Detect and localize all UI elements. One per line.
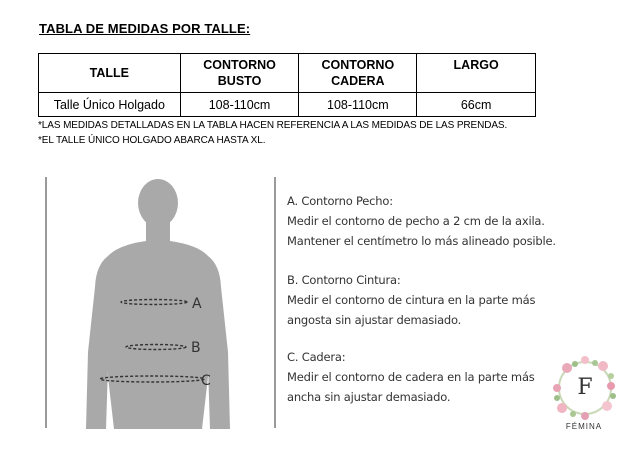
cell-largo: 66cm xyxy=(417,93,536,117)
size-table xyxy=(38,53,536,117)
cell-cadera: 108-110cm xyxy=(299,93,417,117)
left-arm-shape xyxy=(86,256,108,429)
instruction-b: B. Contorno Cintura: Medir el contorno de cintura en la parte más angosta sin ajustar demasiado. xyxy=(287,273,536,327)
instruction-c: C. Cadera: Medir el contorno de cadera en la parte más ancha sin ajustar demasiado. xyxy=(287,350,535,404)
neck-shape xyxy=(146,222,170,244)
cell-talle: Talle Único Holgado xyxy=(39,93,181,117)
right-arm-shape xyxy=(208,256,230,429)
table-header-row xyxy=(39,54,536,93)
label-a: A xyxy=(192,296,202,312)
header-talle: TALLE xyxy=(39,54,181,93)
label-c: C xyxy=(201,373,211,389)
page-title: TABLA DE MEDIDAS POR TALLE: xyxy=(39,21,251,36)
logo-name: FÉMINA xyxy=(565,422,603,431)
header-largo: LARGO xyxy=(417,54,536,93)
label-b: B xyxy=(191,340,201,356)
torso-shape xyxy=(102,241,214,429)
logo-letter: F xyxy=(577,375,593,400)
note-measures: *LAS MEDIDAS DETALLADAS EN LA TABLA HACEN REFERENCIA A LAS MEDIDAS DE LAS PRENDAS. xyxy=(38,120,508,131)
body-silhouette xyxy=(48,177,273,429)
figure-left-divider xyxy=(45,177,47,428)
figure-right-divider xyxy=(274,177,276,428)
instruction-a: A. Contorno Pecho: Medir el contorno de pecho a 2 cm de la axila. Mantener el centímetro lo más alineado posible. xyxy=(287,194,556,248)
header-contorno-busto: CONTORNO BUSTO xyxy=(180,54,299,93)
note-size: *EL TALLE ÚNICO HOLGADO ABARCA HASTA XL. xyxy=(38,135,266,146)
table-row xyxy=(39,93,536,117)
header-contorno-cadera: CONTORNO CADERA xyxy=(299,54,417,93)
cell-busto: 108-110cm xyxy=(180,93,299,117)
head-shape xyxy=(138,179,178,227)
